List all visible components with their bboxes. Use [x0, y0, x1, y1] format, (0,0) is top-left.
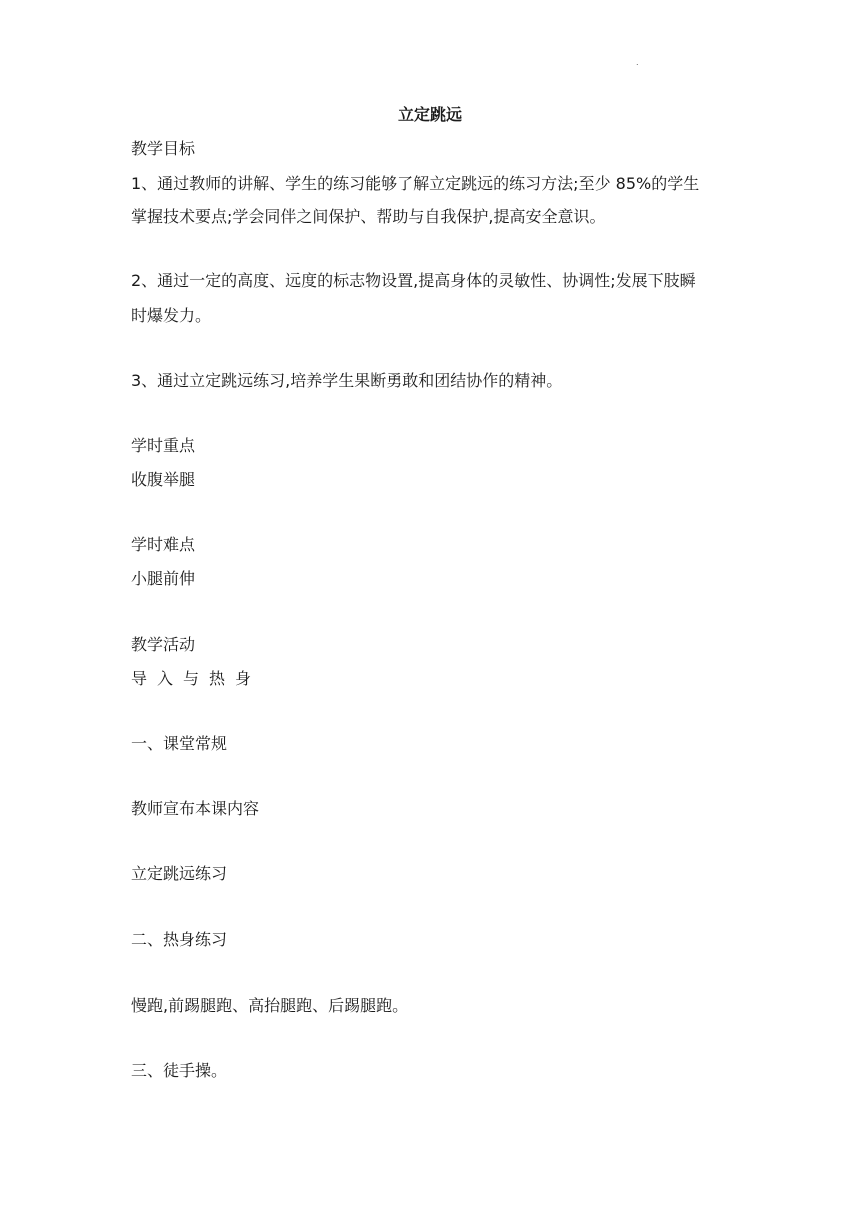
- activities-heading: 教学活动: [131, 635, 196, 654]
- document-title: 立定跳远: [397, 105, 462, 124]
- objective-1-line-1: 1、通过教师的讲解、学生的练习能够了解立定跳远的练习方法;至少 85%的学生: [131, 174, 700, 193]
- section-1-heading: 一、课堂常规: [131, 734, 228, 753]
- activities-subheading: 导入与热身: [131, 669, 262, 688]
- section-2-heading: 二、热身练习: [131, 930, 228, 949]
- difficulty-text: 小腿前伸: [131, 569, 196, 588]
- header-mark: .: [636, 58, 639, 67]
- key-point-text: 收腹举腿: [131, 470, 196, 489]
- section-3-heading: 三、徒手操。: [131, 1061, 228, 1080]
- objective-2-line-2: 时爆发力。: [131, 306, 212, 325]
- key-point-heading: 学时重点: [131, 436, 196, 455]
- objective-3: 3、通过立定跳远练习,培养学生果断勇敢和团结协作的精神。: [131, 371, 563, 390]
- section-1-item-1: 教师宣布本课内容: [131, 799, 260, 818]
- section-2-item-1: 慢跑,前踢腿跑、高抬腿跑、后踢腿跑。: [131, 996, 409, 1015]
- difficulty-heading: 学时难点: [131, 535, 196, 554]
- objective-2-line-1: 2、通过一定的高度、远度的标志物设置,提高身体的灵敏性、协调性;发展下肢瞬: [131, 271, 696, 290]
- objectives-heading: 教学目标: [131, 139, 196, 158]
- objective-1-line-2: 掌握技术要点;学会同伴之间保护、帮助与自我保护,提高安全意识。: [131, 207, 606, 226]
- section-1-item-2: 立定跳远练习: [131, 864, 228, 883]
